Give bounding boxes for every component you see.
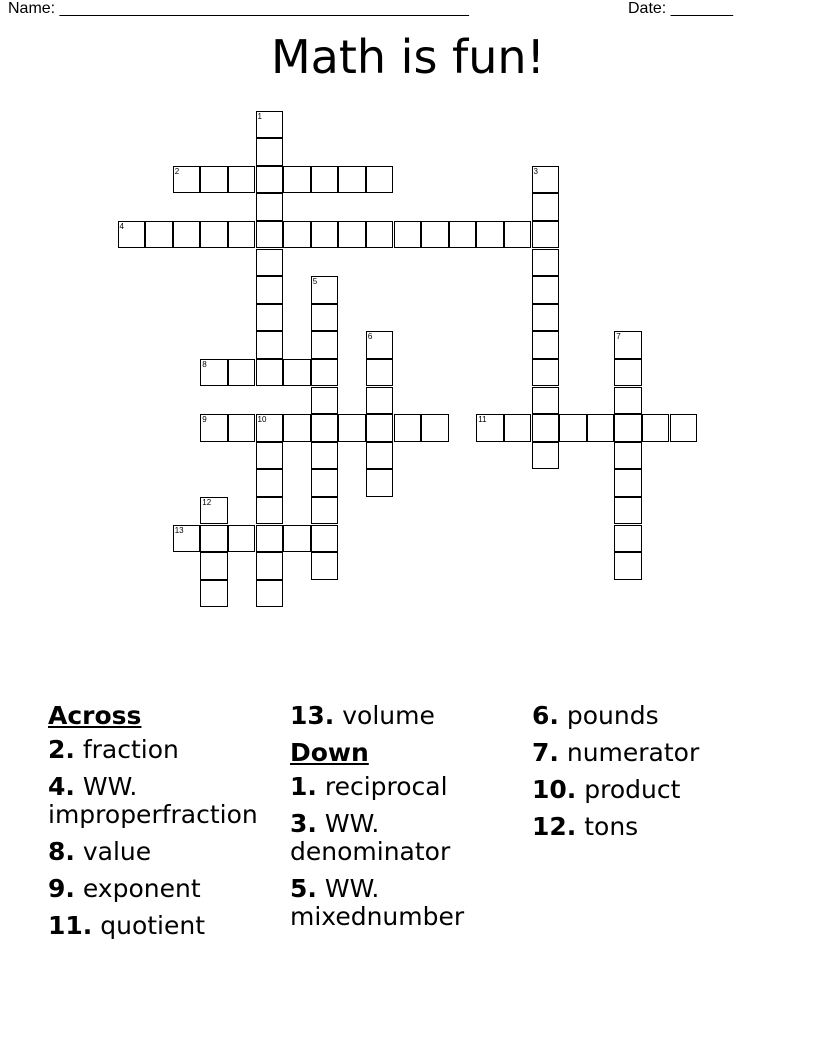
grid-cell[interactable]: [256, 469, 284, 497]
clue-number: 4.: [48, 772, 75, 801]
grid-cell[interactable]: [532, 249, 560, 277]
grid-cell[interactable]: [200, 525, 228, 553]
clue-text: numerator: [558, 738, 700, 767]
clue-text: product: [576, 775, 681, 804]
clue-number: 8.: [48, 837, 75, 866]
grid-cell[interactable]: [311, 359, 339, 387]
grid-cell[interactable]: [449, 221, 477, 249]
name-field: Name: ______________________________________________: [8, 0, 469, 17]
clue-number-label: 4: [119, 221, 124, 231]
clue-across-8: [48, 838, 288, 866]
grid-cell[interactable]: [256, 276, 284, 304]
grid-cell[interactable]: [228, 359, 256, 387]
across-heading: Across: [48, 701, 142, 730]
grid-cell[interactable]: [256, 525, 284, 553]
clue-number: 1.: [290, 772, 317, 801]
grid-cell[interactable]: [421, 414, 449, 442]
grid-cell[interactable]: [366, 359, 394, 387]
grid-cell[interactable]: [311, 469, 339, 497]
clue-down-1: [290, 773, 530, 801]
clue-down-3: [290, 810, 530, 866]
down-heading: Down: [290, 738, 369, 767]
clue-number-label: 11: [478, 415, 487, 425]
grid-cell[interactable]: [311, 525, 339, 553]
clue-number-label: 2: [174, 166, 180, 176]
grid-cell[interactable]: [338, 414, 366, 442]
page-title: Math is fun!: [270, 30, 545, 84]
clue-text: pounds: [558, 701, 659, 730]
clue-text: fraction: [74, 735, 179, 764]
clue-across-11: [48, 912, 288, 940]
grid-cell[interactable]: [311, 387, 339, 415]
grid-cell[interactable]: [311, 497, 339, 525]
grid-cell[interactable]: [366, 414, 394, 442]
clue-text: exponent: [74, 874, 201, 903]
grid-cell[interactable]: [228, 414, 256, 442]
grid-cell[interactable]: [283, 359, 311, 387]
grid-cell[interactable]: [614, 525, 642, 553]
clue-down-7: [532, 739, 772, 767]
clue-down-10: [532, 776, 772, 804]
grid-cell[interactable]: [311, 442, 339, 470]
clue-down-5: [290, 875, 530, 931]
clue-text: value: [74, 837, 152, 866]
clue-number-label: 12: [202, 497, 212, 507]
grid-cell[interactable]: [504, 414, 532, 442]
clue-number-label: 9: [202, 415, 207, 425]
grid-cell[interactable]: [283, 414, 311, 442]
clue-number-label: 5: [312, 277, 318, 287]
grid-cell[interactable]: [311, 304, 339, 332]
grid-cell[interactable]: [311, 331, 339, 359]
grid-cell[interactable]: [614, 497, 642, 525]
grid-cell[interactable]: [532, 442, 560, 470]
grid-cell[interactable]: [200, 166, 228, 194]
grid-cell[interactable]: [532, 221, 560, 249]
clue-number: 2.: [48, 735, 75, 764]
grid-cell[interactable]: [256, 497, 284, 525]
grid-cell[interactable]: [642, 414, 670, 442]
grid-cell[interactable]: [311, 221, 339, 249]
clue-text: volume: [334, 701, 435, 730]
grid-cell[interactable]: [532, 304, 560, 332]
grid-cell[interactable]: [256, 331, 284, 359]
grid-cell[interactable]: [476, 221, 504, 249]
grid-cell[interactable]: [200, 580, 228, 608]
clue-number: 9.: [48, 874, 75, 903]
grid-cell[interactable]: [338, 166, 366, 194]
clue-number: 10.: [532, 775, 577, 804]
grid-cell[interactable]: [311, 414, 339, 442]
clue-across-13: [290, 702, 530, 730]
grid-cell[interactable]: [200, 221, 228, 249]
clue-number: 5.: [290, 874, 317, 903]
grid-cell[interactable]: [366, 166, 394, 194]
clue-number: 12.: [532, 812, 577, 841]
grid-cell[interactable]: [145, 221, 173, 249]
clue-number: 3.: [290, 809, 317, 838]
grid-cell[interactable]: [504, 221, 532, 249]
clue-column-1: [48, 702, 288, 949]
grid-cell[interactable]: [256, 221, 284, 249]
grid-cell[interactable]: [256, 580, 284, 608]
clue-text: tons: [576, 812, 639, 841]
grid-cell[interactable]: [614, 552, 642, 580]
grid-cell[interactable]: [200, 552, 228, 580]
grid-cell[interactable]: [670, 414, 698, 442]
grid-cell[interactable]: [228, 221, 256, 249]
grid-cell[interactable]: [256, 304, 284, 332]
grid-cell[interactable]: [532, 387, 560, 415]
grid-cell[interactable]: [311, 552, 339, 580]
date-field: Date: _______: [628, 0, 733, 17]
grid-cell[interactable]: [228, 166, 256, 194]
clue-number-label: 8: [202, 359, 207, 369]
clue-number: 7.: [532, 738, 559, 767]
grid-cell[interactable]: [256, 552, 284, 580]
clue-column-3: [532, 702, 772, 850]
grid-cell[interactable]: [559, 414, 587, 442]
clue-down-12: [532, 813, 772, 841]
grid-cell[interactable]: [532, 276, 560, 304]
clue-across-4: [48, 773, 288, 829]
clue-number: 13.: [290, 701, 335, 730]
grid-cell[interactable]: [394, 414, 422, 442]
clue-number-label: 1: [257, 111, 262, 121]
grid-cell[interactable]: [532, 331, 560, 359]
grid-cell[interactable]: [228, 525, 256, 553]
grid-cell[interactable]: [283, 166, 311, 194]
grid-cell[interactable]: [366, 442, 394, 470]
clue-number-label: 13: [174, 525, 184, 535]
clue-text: quotient: [92, 911, 206, 940]
grid-cell[interactable]: [614, 414, 642, 442]
clue-column-2: [290, 702, 530, 940]
grid-cell[interactable]: [173, 221, 201, 249]
grid-cell[interactable]: [366, 387, 394, 415]
clue-number: 11.: [48, 911, 93, 940]
grid-cell[interactable]: [532, 414, 560, 442]
grid-cell[interactable]: [532, 193, 560, 221]
clue-number-label: 7: [616, 332, 621, 342]
grid-cell[interactable]: [283, 221, 311, 249]
grid-cell[interactable]: [614, 469, 642, 497]
clue-number-label: 10: [257, 415, 267, 425]
clue-across-2: [48, 736, 288, 764]
grid-cell[interactable]: [421, 221, 449, 249]
clue-number: 6.: [532, 701, 559, 730]
clue-number-label: 3: [533, 166, 538, 176]
grid-cell[interactable]: [366, 469, 394, 497]
grid-cell[interactable]: [256, 359, 284, 387]
clue-text: WW. mixednumber: [290, 874, 465, 931]
grid-cell[interactable]: [366, 221, 394, 249]
grid-cell[interactable]: [256, 442, 284, 470]
grid-cell[interactable]: [614, 387, 642, 415]
grid-cell[interactable]: [587, 414, 615, 442]
grid-cell[interactable]: [311, 166, 339, 194]
grid-cell[interactable]: [532, 359, 560, 387]
clue-number-label: 6: [367, 332, 373, 342]
grid-cell[interactable]: [283, 525, 311, 553]
grid-cell[interactable]: [614, 359, 642, 387]
clue-text: WW. denominator: [290, 809, 451, 866]
grid-cell[interactable]: [256, 249, 284, 277]
clue-text: reciprocal: [316, 772, 448, 801]
grid-cell[interactable]: [256, 193, 284, 221]
grid-cell[interactable]: [614, 442, 642, 470]
clue-text: WW. improperfraction: [48, 772, 258, 829]
clue-across-9: [48, 875, 288, 903]
grid-cell[interactable]: [338, 221, 366, 249]
grid-cell[interactable]: [394, 221, 422, 249]
clue-down-6: [532, 702, 772, 730]
grid-cell[interactable]: [256, 166, 284, 194]
grid-cell[interactable]: [256, 138, 284, 166]
